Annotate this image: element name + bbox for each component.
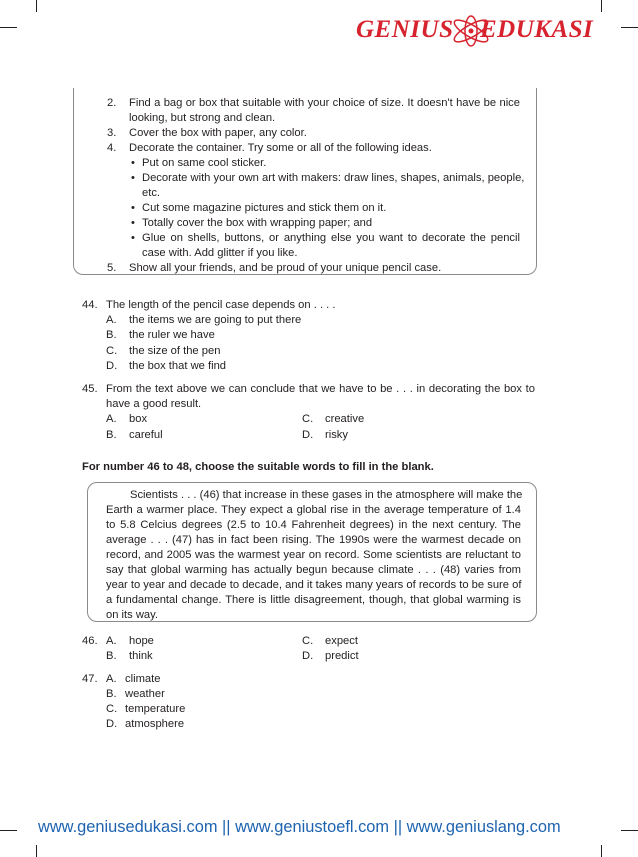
option-text: careful xyxy=(129,429,163,441)
bullet-text: Decorate with your own art with makers: draw lines, shapes, animals, people, xyxy=(142,172,525,184)
section-heading: For number 46 to 48, choose the suitable words to fill in the blank. xyxy=(82,461,434,473)
step-text: Decorate the container. Try some or all of the following ideas. xyxy=(129,142,432,154)
crop-mark xyxy=(0,27,17,28)
step-text: Show all your friends, and be proud of your unique pencil case. xyxy=(129,262,442,274)
option-text: the size of the pen xyxy=(129,345,221,357)
option-text: box xyxy=(129,413,148,425)
footer-links: www.geniusedukasi.com || www.geniustoefl.com || www.geniuslang.com xyxy=(38,818,561,836)
option-label: D. xyxy=(106,360,118,372)
option-label: A. xyxy=(106,314,117,326)
option-label: D. xyxy=(302,650,314,662)
option-text: think xyxy=(129,650,153,662)
passage-line: Scientists . . . (46) that increase in these gases in the atmosphere will make the xyxy=(130,489,523,501)
question-number: 46. xyxy=(82,635,98,647)
bullet-text: Put on same cool sticker. xyxy=(142,157,267,169)
passage-line: average . . . (47) has in fact been rising. The 1990s were the warmest decade on xyxy=(106,534,521,546)
passage-line: year to year and decade to decade, and it takes many years of records to be sure of xyxy=(106,579,522,591)
logo-text-left: GENIUS xyxy=(356,16,454,43)
question-number: 44. xyxy=(82,299,98,311)
crop-mark xyxy=(601,0,602,12)
bullet-icon: • xyxy=(131,217,135,229)
option-label: B. xyxy=(106,650,117,662)
option-label: A. xyxy=(106,413,117,425)
option-text: weather xyxy=(125,688,165,700)
option-text: the ruler we have xyxy=(129,329,215,341)
option-text: hope xyxy=(129,635,154,647)
bullet-text: case with. Add glitter if you like. xyxy=(142,247,298,259)
option-label: B. xyxy=(106,429,117,441)
passage-line: record, and 2005 was the warmest year on record. Some scientists are reluctant to xyxy=(106,549,521,561)
passage-line: to 5.8 Celcius degrees (2.5 to 10.4 Fahrenheit degrees) in the next century. The xyxy=(106,519,521,531)
bullet-text: Cut some magazine pictures and stick them on it. xyxy=(142,202,387,214)
option-label: C. xyxy=(302,635,314,647)
step-number: 2. xyxy=(107,97,117,109)
option-text: creative xyxy=(325,413,365,425)
passage-line: a fundamental change. There is little disagreement, though, that global warming is xyxy=(106,594,521,606)
question-number: 45. xyxy=(82,383,98,395)
question-stem: From the text above we can conclude that we have to be . . . in decorating the box to xyxy=(106,383,535,395)
option-text: the items we are going to put there xyxy=(129,314,302,326)
bullet-icon: • xyxy=(131,172,135,184)
bullet-icon: • xyxy=(131,157,135,169)
passage-line: on its way. xyxy=(106,609,159,621)
bullet-icon: • xyxy=(131,232,135,244)
bullet-icon: • xyxy=(131,202,135,214)
genius-edukasi-logo xyxy=(356,14,606,48)
option-label: D. xyxy=(302,429,314,441)
option-text: expect xyxy=(325,635,358,647)
crop-mark xyxy=(36,0,37,12)
question-stem: have a good result. xyxy=(106,398,202,410)
option-text: atmosphere xyxy=(125,718,185,730)
option-label: C. xyxy=(106,703,118,715)
bullet-text: Glue on shells, buttons, or anything else you want to decorate the pencil xyxy=(142,232,520,244)
option-label: A. xyxy=(106,635,117,647)
option-text: temperature xyxy=(125,703,186,715)
crop-mark xyxy=(0,830,17,831)
crop-mark xyxy=(36,845,37,857)
crop-mark xyxy=(601,845,602,857)
option-text: risky xyxy=(325,429,348,441)
logo-text-right: EDUKASI xyxy=(480,16,594,43)
step-text: Find a bag or box that suitable with your choice of size. It doesn't have be nice xyxy=(129,97,520,109)
crop-mark xyxy=(621,27,638,28)
question-stem: The length of the pencil case depends on . . . . xyxy=(106,299,336,311)
option-text: climate xyxy=(125,673,161,685)
passage-line: say that global warming has actually begun because climate . . . (48) varies from xyxy=(106,564,521,576)
step-number: 4. xyxy=(107,142,117,154)
crop-mark xyxy=(621,830,638,831)
option-text: predict xyxy=(325,650,359,662)
step-text: Cover the box with paper, any color. xyxy=(129,127,307,139)
option-label: B. xyxy=(106,688,117,700)
bullet-text: etc. xyxy=(142,187,161,199)
question-number: 47. xyxy=(82,673,98,685)
passage-line: Earth a warmer place. They expect a global rise in the average temperature of 1.4 xyxy=(106,504,521,516)
bullet-text: Totally cover the box with wrapping paper; and xyxy=(142,217,373,229)
option-label: C. xyxy=(106,345,118,357)
option-label: B. xyxy=(106,329,117,341)
option-label: D. xyxy=(106,718,118,730)
step-number: 3. xyxy=(107,127,117,139)
option-text: the box that we find xyxy=(129,360,227,372)
option-label: C. xyxy=(302,413,314,425)
step-text: looking, but strong and clean. xyxy=(129,112,276,124)
option-label: A. xyxy=(106,673,117,685)
step-number: 5. xyxy=(107,262,117,274)
